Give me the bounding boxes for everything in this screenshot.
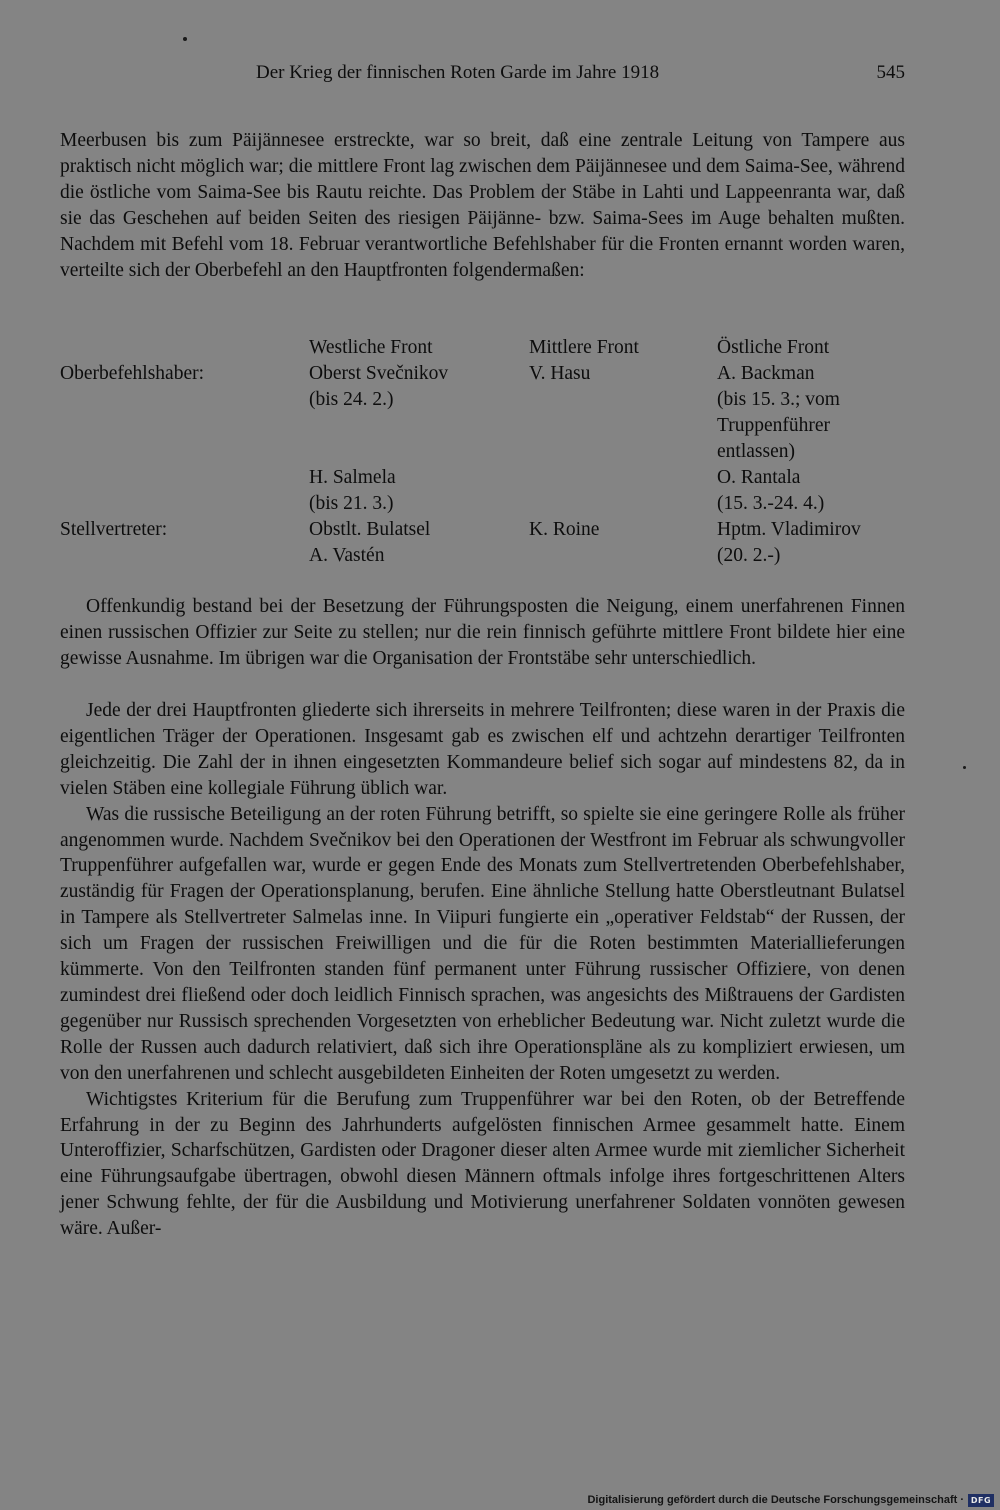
- table-cell: (20. 2.-): [717, 545, 781, 566]
- table-cell: Truppenführer: [717, 415, 831, 436]
- paragraph: Jede der drei Hauptfronten gliederte sich ihrerseits in mehrere Teilfronten; diese waren in der Praxis die eigentlichen Träger der Operationen. Insgesamt gab es zwischen elf und achtzehn derartiger Teilfronten gleichzeitig. Die Zahl der in ihnen eingesetzten Kommandeure belief sich sogar auf mindestens 82, da in vielen Stäben eine kollegiale Führung üblich war.: [60, 700, 905, 799]
- table-cell: V. Hasu: [529, 363, 591, 384]
- table-row-label: Stellvertreter:: [60, 519, 168, 540]
- footer-text: Digitalisierung gefördert durch die Deutsche Forschungsgemeinschaft ·: [587, 1494, 964, 1506]
- table-cell: (bis 21. 3.): [309, 493, 394, 514]
- table-header-east: Östliche Front: [717, 337, 830, 358]
- table-header-middle: Mittlere Front: [529, 337, 639, 358]
- paragraph: Offenkundig bestand bei der Besetzung der Führungsposten die Neigung, einem unerfahrenen Finnen einen russischen Offizier zur Seite zu stellen; nur die rein finnisch geführte mittlere Front bildete hier eine gewisse Ausnahme. Im übrigen war die Organisation der Frontstäbe sehr unterschiedlich.: [60, 596, 905, 669]
- table-cell: H. Salmela: [309, 467, 396, 488]
- paragraph: Was die russische Beteiligung an der roten Führung betrifft, so spielte sie eine geringere Rolle als früher angenommen wurde. Nachdem Svečnikov bei den Operationen der Westfront im Februar als schwungvoller Truppenführer aufgefallen war, wurde er gegen Ende des Monats zum Stellvertretenden Oberbefehlshaber, zuständig für Fragen der Operationsplanung, berufen. Eine ähnliche Stellung hatte Oberstleutnant Bulatsel in Tampere als Stellvertreter Salmelas inne. In Viipuri fungierte ein „operativer Feldstab“ der Russen, der sich um Fragen der russischen Freiwilligen und die für die Roten bestimmten Materiallieferungen kümmerte. Von den Teilfronten standen fünf permanent unter Führung russischer Offiziere, von denen zumindest drei fließend oder doch leidlich Finnisch sprachen, was angesichts des Mißtrauens der Gardisten gegenüber nur Russisch sprechenden Vorgesetzten von erheblicher Bedeutung war. Nicht zuletzt wurde die Rolle der Russen auch dadurch relativiert, daß sich ihre Operationspläne als zu kompliziert erwiesen, um von den unerfahrenen und schlecht ausgebildeten Einheiten der Roten umgesetzt zu werden.: [60, 803, 905, 1084]
- table-cell: O. Rantala: [717, 467, 801, 488]
- scan-speck: [963, 766, 966, 769]
- table-row-label: Oberbefehlshaber:: [60, 363, 205, 384]
- table-cell: Hptm. Vladimirov: [717, 519, 861, 540]
- table-cell: Obstlt. Bulatsel: [309, 519, 431, 540]
- table-cell: (bis 24. 2.): [309, 389, 394, 410]
- table-cell: entlassen): [717, 441, 795, 462]
- page-number: 545: [876, 62, 905, 83]
- table-cell: K. Roine: [529, 519, 600, 540]
- paragraph: Meerbusen bis zum Päijännesee erstreckte, war so breit, daß eine zentrale Leitung von Tampere aus praktisch nicht möglich war; die mittlere Front lag zwischen dem Päijännesee und dem Saima-See, während die östliche vom Saima-See bis Rautu reichte. Das Problem der Stäbe in Lahti und Lappeenranta war, daß sie das Geschehen auf beiden Seiten des riesigen Päijänne- bzw. Saima-Sees im Auge behalten mußten. Nachdem mit Befehl vom 18. Februar verantwortliche Befehlshaber für die Fronten ernannt worden waren, verteilte sich der Oberbefehl an den Hauptfronten folgendermaßen:: [60, 130, 905, 281]
- scan-speck: [183, 37, 187, 41]
- table-cell: A. Vastén: [309, 545, 385, 566]
- body-text-paragraph-1: [60, 594, 905, 672]
- table-cell: (15. 3.-24. 4.): [717, 493, 825, 514]
- paragraph: Wichtigstes Kriterium für die Berufung zum Truppenführer war bei den Roten, ob der Betreffende Erfahrung in der zu Beginn des Jahrhunderts aufgelösten finnischen Armee gesammelt hatte. Einem Unteroffizier, Scharfschützen, Gardisten oder Dragoner dieser alten Armee wurde mit ziemlicher Sicherheit eine Führungsaufgabe übertragen, obwohl diesen Männern oftmals infolge ihres fortgeschrittenen Alters jener Schwung fehlte, der für die Ausbildung und Motivierung unerfahrener Soldaten vonnöten gewesen wäre. Außer-: [60, 1088, 905, 1240]
- dfg-logo: DFG: [968, 1494, 994, 1507]
- running-head: [60, 62, 905, 90]
- table-cell: (bis 15. 3.; vom: [717, 389, 840, 410]
- digitization-footer: [587, 1492, 994, 1508]
- table-cell: Oberst Svečnikov: [309, 363, 449, 384]
- body-text-bottom: [60, 698, 905, 1242]
- running-title: Der Krieg der finnischen Roten Garde im Jahre 1918: [256, 62, 660, 83]
- body-text-top: [60, 128, 905, 283]
- table-cell: A. Backman: [717, 363, 815, 384]
- table-header-west: Westliche Front: [309, 337, 433, 358]
